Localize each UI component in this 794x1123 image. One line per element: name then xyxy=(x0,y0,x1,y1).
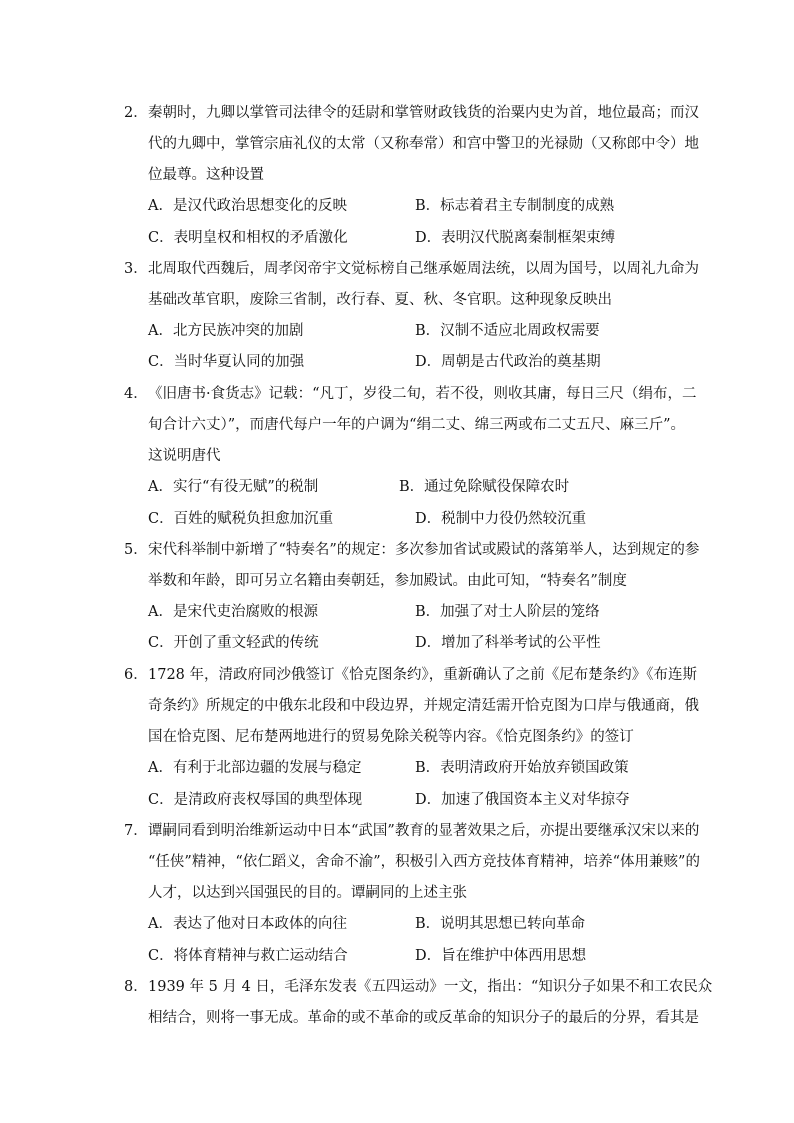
question-number: 5． xyxy=(124,542,148,558)
option-b: B．表明清政府开始放弃锁国政策 xyxy=(415,760,629,776)
option-a: A．表达了他对日本政体的向往 xyxy=(148,916,347,932)
option-b: B．汉制不适应北周政权需要 xyxy=(415,323,600,339)
question-stem-line: 代的九卿中，掌管宗庙礼仪的太常（又称奉常）和宫中警卫的光禄勋（又称郎中令）地 xyxy=(148,136,699,152)
question-stem-line: 位最尊。这种设置 xyxy=(148,167,264,183)
question-stem-line: “任侠”精神，“依仁蹈义，舍命不渝”，积极引入西方竞技体育精神，培养“体用兼赅”的 xyxy=(148,854,700,870)
option-a: A．是汉代政治思想变化的反映 xyxy=(148,198,347,214)
option-a: A．有利于北部边疆的发展与稳定 xyxy=(148,760,362,776)
question-stem-line: 《旧唐书·食货志》记载：“凡丁，岁役二旬，若不役，则收其庸，每日三尺（绢布，二 xyxy=(148,386,697,402)
question-number: 3． xyxy=(124,261,148,277)
question-number: 6． xyxy=(124,667,148,683)
option-b: B．加强了对士人阶层的笼络 xyxy=(415,604,600,620)
question-stem-line: 宋代科举制中新增了“特奏名”的规定：多次参加省试或殿试的落第举人，达到规定的参 xyxy=(148,542,700,558)
option-b: B．说明其思想已转向革命 xyxy=(415,916,586,932)
question-stem-line: 奇条约》所规定的中俄东北段和中段边界，并规定清廷需开恰克图为口岸与俄通商，俄 xyxy=(148,698,699,714)
question-number: 2． xyxy=(124,105,148,121)
question-stem-line: 这说明唐代 xyxy=(148,448,221,464)
question-stem-line: 旬合计六丈）”，而唐代每户一年的户调为“绢二丈、绵三两或布二丈五尺、麻三斤”。 xyxy=(148,417,685,433)
option-d: D．增加了科举考试的公平性 xyxy=(415,635,601,651)
question-number: 4． xyxy=(124,386,148,402)
option-c: C．百姓的赋税负担愈加沉重 xyxy=(148,511,334,527)
option-d: D．周朝是古代政治的奠基期 xyxy=(415,354,601,370)
question-stem-line: 人才，以达到兴国强民的目的。谭嗣同的上述主张 xyxy=(148,885,467,901)
question-stem-line: 相结合，则将一事无成。革命的或不革命的或反革命的知识分子的最后的分界，看其是 xyxy=(148,1010,699,1026)
option-a: A．是宋代吏治腐败的根源 xyxy=(148,604,318,620)
option-a: A．实行“有役无赋”的税制 xyxy=(148,479,319,495)
question-stem-line: 秦朝时，九卿以掌管司法律令的廷尉和掌管财政钱货的治粟内史为首，地位最高；而汉 xyxy=(148,105,699,121)
option-d: D．表明汉代脱离秦制框架束缚 xyxy=(415,230,616,246)
question-stem-line: 1728 年，清政府同沙俄签订《恰克图条约》，重新确认了之前《尼布楚条约》《布连斯 xyxy=(148,667,698,683)
question-number: 7． xyxy=(124,823,148,839)
option-b: B．通过免除赋役保障农时 xyxy=(399,479,570,495)
question-stem-line: 谭嗣同看到明治维新运动中日本“武国”教育的显著效果之后，亦提出要继承汉宋以来的 xyxy=(148,823,700,839)
question-stem-line: 基础改革官职，废除三省制，改行春、夏、秋、冬官职。这种现象反映出 xyxy=(148,292,612,308)
question-stem-line: 举数和年龄，即可另立名籍由奏朝廷，参加殿试。由此可知，“特奏名”制度 xyxy=(148,573,627,589)
option-c: C．是清政府丧权辱国的典型体现 xyxy=(148,792,363,808)
question-stem-line: 1939 年 5 月 4 日，毛泽东发表《五四运动》一文，指出：“知识分子如果不和工农民众 xyxy=(148,979,713,995)
option-c: C．开创了重文轻武的传统 xyxy=(148,635,319,651)
question-stem-line: 北周取代西魏后，周孝闵帝宇文觉标榜自己继承姬周法统，以周为国号，以周礼九命为 xyxy=(148,261,699,277)
option-c: C．当时华夏认同的加强 xyxy=(148,354,305,370)
option-b: B．标志着君主专制制度的成熟 xyxy=(415,198,615,214)
option-c: C．表明皇权和相权的矛盾激化 xyxy=(148,230,348,246)
option-d: D．加速了俄国资本主义对华掠夺 xyxy=(415,792,630,808)
option-c: C．将体育精神与救亡运动结合 xyxy=(148,948,348,964)
option-d: D．税制中力役仍然较沉重 xyxy=(415,511,587,527)
question-number: 8． xyxy=(124,979,148,995)
option-d: D．旨在维护中体西用思想 xyxy=(415,948,587,964)
question-stem-line: 国在恰克图、尼布楚两地进行的贸易免除关税等内容。《恰克图条约》的签订 xyxy=(148,729,634,745)
option-a: A．北方民族冲突的加剧 xyxy=(148,323,304,339)
